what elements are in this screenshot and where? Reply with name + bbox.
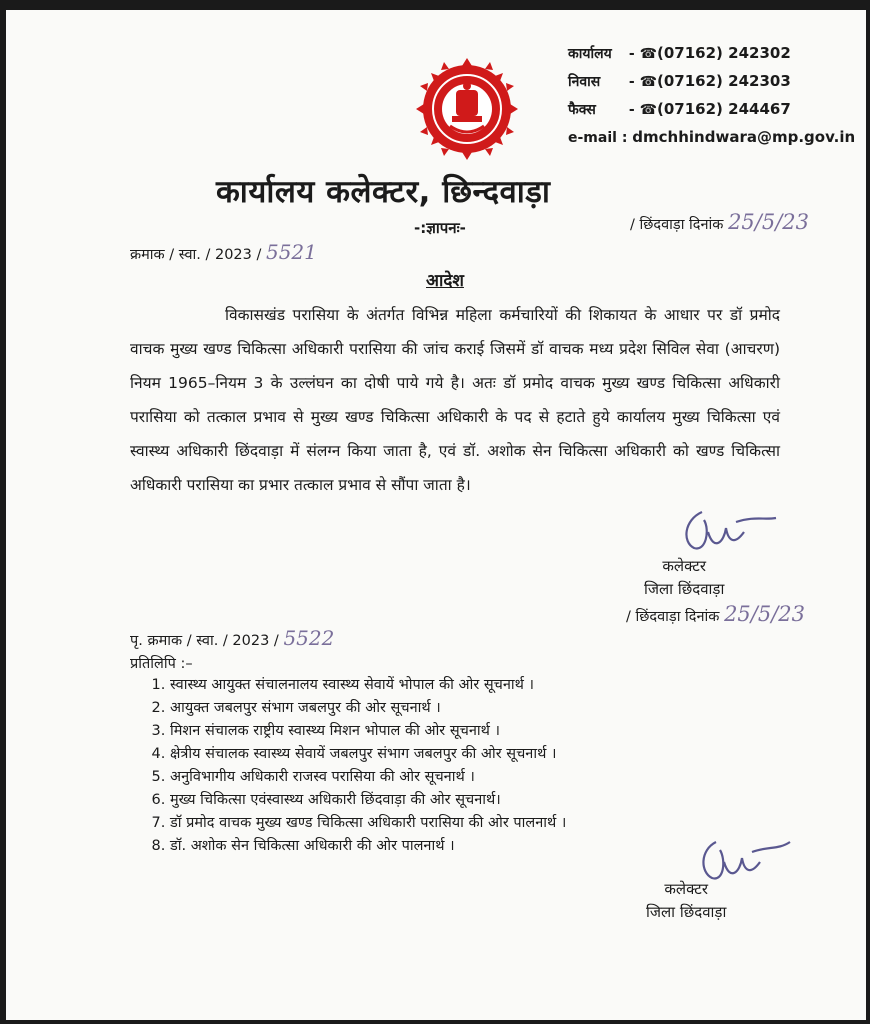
handwritten-date: 25/5/23 xyxy=(728,210,810,234)
signature-block xyxy=(646,878,726,924)
contact-value: (07162) 242303 xyxy=(657,72,791,90)
list-item: 1. स्वास्थ्य आयुक्त संचालनालय स्वास्थ्य सेवायें भोपाल की ओर सूचनार्थ । xyxy=(170,674,566,697)
list-item: 3. मिशन संचालक राष्ट्रीय स्वास्थ्य मिशन भोपाल की ओर सूचनार्थ । xyxy=(170,720,566,743)
list-item: 2. आयुक्त जबलपुर संभाग जबलपुर की ओर सूचनार्थ । xyxy=(170,697,566,720)
email-label: e-mail : xyxy=(568,130,628,146)
place-date-text: / छिंदवाड़ा दिनांक xyxy=(626,609,720,625)
email-value: dmchhindwara@mp.gov.in xyxy=(632,128,856,146)
signatory-place: जिला छिंदवाड़ा xyxy=(644,580,725,598)
order-body: विकासखंड परासिया के अंतर्गत विभिन्न महिला कर्मचारियों की शिकायत के आधार पर डॉ प्रमोद वाचक मुख्य खण्ड चिकित्सा अधिकारी परासिया की जांच कराई जिसमें डॉ वाचक मध्य प्रदेश सिविल सेवा (आचरण) नियम 1965–नियम 3 के उल्लंघन का दोषी पाये गये है। अतः डॉ प्रमोद वाचक मुख्य खण्ड चिकित्सा अधिकारी परासिया को तत्काल प्रभाव से मुख्य खण्ड चिकित्सा अधिकारी के पद से हटाते हुये कार्यालय मुख्य चिकित्सा एवं स्वास्थ्य अधिकारी छिंदवाड़ा में संलग्न किया जाता है, एवं डॉ. अशोक सेन चिकित्सा अधिकारी को खण्ड चिकित्सा अधिकारी परासिया का प्रभार तत्काल प्रभाव से सौंपा जाता है। xyxy=(130,306,780,494)
contact-label: निवास xyxy=(568,74,601,90)
signature-block xyxy=(644,555,724,601)
contact-email xyxy=(568,124,855,152)
signature xyxy=(664,502,784,562)
copy-date xyxy=(626,602,805,626)
contact-fax: फैक्स - ☎(07162) 244467 xyxy=(568,96,855,124)
contact-block xyxy=(568,40,855,152)
copy-list xyxy=(144,674,566,858)
order-heading: आदेश xyxy=(426,271,464,291)
signatory-title: कलेक्टर xyxy=(664,880,708,898)
ref-text: पृ. क्रमाक / स्वा. / 2023 / xyxy=(130,633,279,649)
contact-residence: निवास - ☎(07162) 242303 xyxy=(568,68,855,96)
contact-value: (07162) 242302 xyxy=(657,44,791,62)
signatory-place: जिला छिंदवाड़ा xyxy=(646,903,727,921)
signatory-title: कलेक्टर xyxy=(662,557,706,575)
list-item: 4. क्षेत्रीय संचालक स्वास्थ्य सेवायें जबलपुर संभाग जबलपुर की ओर सूचनार्थ । xyxy=(170,743,566,766)
copy-ref-number xyxy=(130,626,334,650)
copy-heading: प्रतिलिपि :– xyxy=(130,656,193,672)
list-item: 8. डॉ. अशोक सेन चिकित्सा अधिकारी की ओर पालनार्थ । xyxy=(170,835,566,858)
order-ref-number xyxy=(130,240,317,264)
phone-icon: ☎ xyxy=(639,74,658,90)
handwritten-date: 25/5/23 xyxy=(724,602,806,626)
contact-label: कार्यालय xyxy=(568,46,612,62)
office-title: कार्यालय कलेक्टर, छिन्दवाड़ा xyxy=(216,174,551,210)
contact-label: फैक्स xyxy=(568,102,596,118)
document-page xyxy=(6,10,866,1020)
contact-office: कार्यालय - ☎(07162) 242302 xyxy=(568,40,855,68)
phone-icon: ☎ xyxy=(639,102,658,118)
contact-value: (07162) 244467 xyxy=(657,100,791,118)
list-item: 6. मुख्य चिकित्सा एवंस्वास्थ्य अधिकारी छिंदवाड़ा की ओर सूचनार्थ। xyxy=(170,789,566,812)
order-date xyxy=(630,210,809,234)
handwritten-ref: 5521 xyxy=(265,240,317,264)
place-date-text: / छिंदवाड़ा दिनांक xyxy=(630,217,724,233)
phone-icon: ☎ xyxy=(639,46,658,62)
mp-government-emblem xyxy=(414,56,520,162)
list-item: 5. अनुविभागीय अधिकारी राजस्व परासिया की ओर सूचनार्थ । xyxy=(170,766,566,789)
list-item: 7. डॉ प्रमोद वाचक मुख्य खण्ड चिकित्सा अधिकारी परासिया की ओर पालनार्थ । xyxy=(170,812,566,835)
handwritten-ref: 5522 xyxy=(283,626,335,650)
memo-label: -:ज्ञापनः- xyxy=(414,219,466,237)
ref-text: क्रमाक / स्वा. / 2023 / xyxy=(130,247,262,263)
